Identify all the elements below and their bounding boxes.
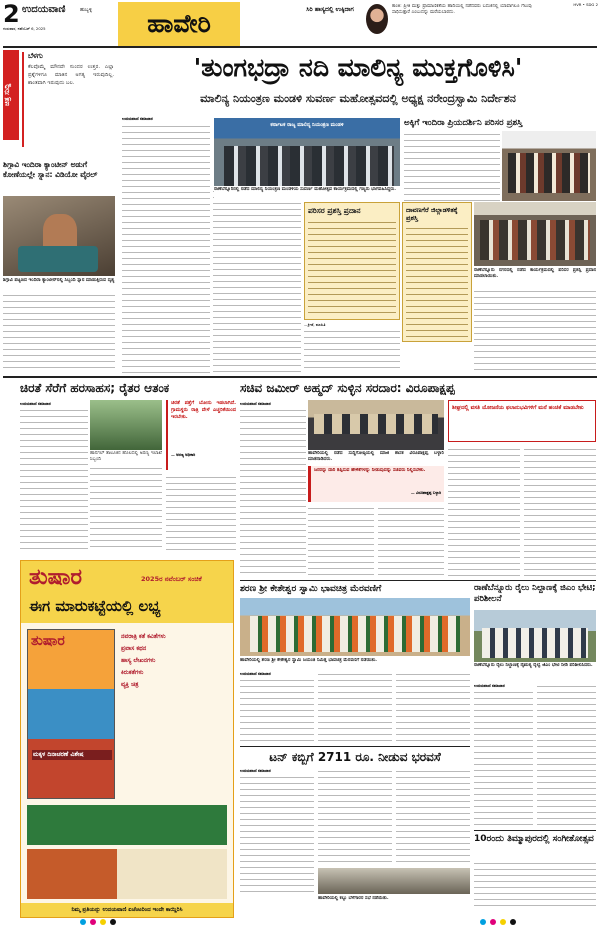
ad-bullets <box>121 631 229 799</box>
mutt-body-3 <box>396 671 470 743</box>
zameer-quote-box <box>308 466 444 502</box>
mutt-caption: ಹಾವೇರಿಯಲ್ಲಿ ಶರಣ ಶ್ರೀ ಕೇತೇಶ್ವರ ಸ್ವಾಮಿ ಜಯಂತಿ ನಿಮಿತ್ತ ಭಾವಚಿತ್ರ ಮೆರವಣಿಗೆ ನಡೆಯಿತು. <box>240 658 378 663</box>
leopard-quote: ಚಿರತೆ ಪತ್ತೆಗೆ ಬೋನು ಇಡಲಾಗಿದೆ. ಗ್ರಾಮಸ್ಥರು ರಾತ್ರಿ ವೇಳೆ ಎಚ್ಚರಿಕೆಯಿಂದ ಇರಬೇಕು. <box>171 400 236 420</box>
brief-text: ಕೆಲವೊಮ್ಮೆ ಮೌನವೇ ಸುಂದರ ಉತ್ತರ. ಎಲ್ಲಾ ಪ್ರಶ್ನೆಗಳಿಗೂ ಮಾತಿನ ಅಗತ್ಯ ಇರುವುದಿಲ್ಲ. ಶಾಂತವಾಗಿ ಇರುವುದು ಬಲ. <box>28 64 114 86</box>
sugarcane-photo <box>318 868 470 894</box>
mutt-headline: ಶರಣ ಶ್ರೀ ಕೇತೇಶ್ವರ ಸ್ವಾಮಿ ಭಾವಚಿತ್ರ ಮೆರವಣಿಗೆ <box>240 584 382 594</box>
brief-box <box>22 52 114 147</box>
right-body-1 <box>404 131 500 201</box>
mid-signoff: —ಕ್ರೀಡೆ, ಮಾಹಿತಿ <box>304 322 326 327</box>
lead-byline: ಉದಯವಾಣಿ ಸಮಾಚಾರ <box>122 116 153 121</box>
divider-2 <box>240 580 596 581</box>
quote-label: ಸಿರಿ ಹಾಸ್ಯದಲ್ಲಿ ಉಕ್ಕಿದಾಗ <box>306 6 354 13</box>
zameer-body-4 <box>448 446 520 577</box>
zameer-caption: ಹಾವೇರಿಯಲ್ಲಿ ನಡೆದ ಸುದ್ದಿಗೋಷ್ಠಿಯಲ್ಲಿ ಮಾಜಿ ಶಾಸಕ ವಿರೂಪಾಕ್ಷಪ್ಪ ಬಳ್ಳಾರಿ ಮಾತನಾಡಿದರು. <box>308 451 444 462</box>
lead-body-col2 <box>213 188 301 373</box>
zameer-body-5 <box>524 446 596 577</box>
zameer-body-2 <box>308 505 374 577</box>
author-avatar <box>366 4 388 34</box>
side-tag: ಚಿತ್ರ ಸುದ್ದಿ <box>3 50 19 140</box>
sugarcane-body-1 <box>240 774 314 894</box>
leopard-quote-box <box>166 400 236 470</box>
sugarcane-body-3 <box>396 768 470 866</box>
date-line: ಗುರುವಾರ, ನವೆಂಬರ್ 6, 2025 <box>3 26 46 31</box>
print-marks <box>0 916 600 928</box>
lead-body-col1 <box>122 123 210 373</box>
canteen-body <box>3 292 115 372</box>
zameer-side-text: ಶೀಘ್ರದಲ್ಲಿ ವಸತಿ ಯೋಜನೆಯ ಫಲಾನುಭವಿಗಳಿಗೆ ಮನೆ ಹಂಚಿಕೆ ಮಾಡಬೇಕು <box>452 405 584 411</box>
rail-caption: ರಾಣೆಬೆನ್ನೂರು ರೈಲು ನಿಲ್ದಾಣಕ್ಕೆ ನೈಋತ್ಯ ರೈಲ್ವೆ ಜಿಎಂ ಭೇಟಿ ನೀಡಿ ಪರಿಶೀಲಿಸಿದರು. <box>474 663 593 668</box>
page-number: 2 <box>3 0 20 28</box>
sugarcane-body-2 <box>318 768 392 866</box>
mutt-body-2 <box>318 671 392 743</box>
page-code: HVR • SDG 2 <box>573 2 598 7</box>
rail-body-1 <box>474 689 533 827</box>
zameer-quote-author: — ವಿರೂಪಾಕ್ಷಪ್ಪ ಬಳ್ಳಾರಿ <box>410 490 441 495</box>
district-name: ಹಾವೇರಿ <box>147 9 211 38</box>
ad-bullet: ಹಾಸ್ಯ ಲೇಖನಗಳು <box>121 657 156 664</box>
zameer-quote: ಜನರನ್ನು ದಾರಿ ತಪ್ಪಿಸುವ ಹೇಳಿಕೆಗಳನ್ನು ನೀಡುವುದನ್ನು ಸಚಿವರು ನಿಲ್ಲಿಸಬೇಕು. <box>314 468 426 473</box>
zameer-headline: ಸಚಿವ ಜಮೀರ್ ಅಹ್ಮದ್ ಸುಳ್ಳಿನ ಸರದಾರ: ವಿರೂಪಾಕ್ಷಪ್ಪ <box>240 381 455 395</box>
ad-cover-title: ತುಷಾರ <box>31 633 65 649</box>
quote-text: ಕಾಂತಿ: ಪ್ರೀತಿ ಮತ್ತು ಪ್ರಾಮಾಣಿಕತೆಯ ಹಾದಿಯಲ್ಲಿ ನಡೆದವರು ಬದುಕಿನಲ್ಲಿ ಯಾವಾಗಲೂ ಗೆಲುವು ಸಾಧಿಸುತ್ತಾರೆ ಎಂಬುದನ್ನು ಮರೆಯಬಾರದು. <box>392 4 532 15</box>
lead-headline: 'ತುಂಗಭದ್ರಾ ನದಿ ಮಾಲಿನ್ಯ ಮುಕ್ತಗೊಳಿಸಿ' <box>193 53 523 82</box>
canteen-caption: ಶಿಗ್ಗಾವಿ ಪಟ್ಟಣದ ಇಂದಿರಾ ಕ್ಯಾಂಟೀನ್‌ನಲ್ಲಿ ಸಿಬ್ಬಂದಿ ಸ್ನಾನ ಮಾಡುತ್ತಿರುವ ದೃಶ್ಯ <box>3 278 115 283</box>
ad-bullet: ಕಿರುಕತೆಗಳು <box>121 669 144 676</box>
paper-name: ಉದಯವಾಣಿ <box>22 4 66 15</box>
zameer-byline: ಉದಯವಾಣಿ ಸಮಾಚಾರ <box>240 401 271 406</box>
right-body-2 <box>474 288 596 373</box>
leopard-headline: ಚಿರತೆ ಸೆರೆಗೆ ಹರಸಾಹಸ; ರೈತರ ಆತಂಕ <box>20 381 170 395</box>
sugarcane-headline: ಟನ್ ಕಬ್ಬಿಗೆ 2711 ರೂ. ನೀಡುವ ಭರವಸೆ <box>269 750 441 764</box>
mid-body <box>304 328 400 373</box>
ad-issue: 2025ರ ನವೆಂಬರ್ ಸಂಚಿಕೆ <box>141 575 202 583</box>
ad-tagline: ಈಗ ಮಾರುಕಟ್ಟೆಯಲ್ಲಿ ಲಭ್ಯ <box>29 597 161 615</box>
mutt-byline: ಉದಯವಾಣಿ ಸಮಾಚಾರ <box>240 671 271 676</box>
leopard-caption: ಹಾನಗಲ್ ತಾಲೂಕಿನ ಹೊಲದಲ್ಲಿ ಅರಣ್ಯ ಇಲಾಖೆ ಸಿಬ್ಬಂದಿ <box>90 451 162 462</box>
ad-cover-sub: ಮಕ್ಕಳ ದಿನಾಚರಣೆ ವಿಶೇಷ <box>32 750 112 760</box>
left-story-headline: ಶಿಗ್ಗಾವಿ ಇಂದಿರಾ ಕ್ಯಾಂಟೀನ್ ಅಡುಗೆ ಕೋಣೆಯಲ್ಲೇ ಸ್ನಾನ: ವಿಡಿಯೋ ವೈರಲ್ <box>3 160 98 179</box>
ad-bullet: ವ್ಯಕ್ತಿ ಚಿತ್ರ <box>121 681 139 688</box>
divider-4 <box>474 830 596 831</box>
lead-banner-text: ಕರ್ನಾಟಕ ರಾಜ್ಯ ಮಾಲಿನ್ಯ ನಿಯಂತ್ರಣ ಮಂಡಳಿ <box>270 122 344 128</box>
masthead-rule <box>3 46 597 48</box>
mutt-body-1 <box>240 677 314 743</box>
brief-title: ಬೆಳಗು <box>28 52 43 60</box>
award-box <box>304 202 400 320</box>
zameer-side-box <box>448 400 596 442</box>
divider-1 <box>3 376 597 378</box>
right-photo-caption: ರಾಣೆಬೆನ್ನೂರು ನಗರದಲ್ಲಿ ನಡೆದ ಕಾರ್ಯಕ್ರಮದಲ್ಲಿ ಪರಿಸರ ಪ್ರಶಸ್ತಿ ಪ್ರದಾನ ಮಾಡಲಾಯಿತು. <box>474 268 596 279</box>
leopard-quote-author: — ಅರಣ್ಯ ಅಧಿಕಾರಿ <box>171 452 196 457</box>
zameer-photo <box>308 400 444 450</box>
rail-photo <box>474 610 596 662</box>
leopard-body-1 <box>20 407 88 552</box>
ad-bullet: ಪ್ರವಾಸ ಕಥನ <box>121 645 147 652</box>
right-photo <box>502 131 596 201</box>
award-box-title: ಪರಿಸರ ಪ್ರಶಸ್ತಿ ಪ್ರದಾನ <box>308 206 361 215</box>
tushara-ad <box>20 560 234 918</box>
mutt-photo <box>240 598 470 656</box>
rail-body-2 <box>537 683 596 827</box>
district-banner <box>118 2 240 46</box>
sugarcane-caption: ಹಾವೇರಿಯಲ್ಲಿ ಕಬ್ಬು ಬೆಳೆಗಾರರ ಸಭೆ ನಡೆಯಿತು. <box>318 896 389 901</box>
divider-3 <box>240 746 470 747</box>
canteen-photo <box>3 196 115 276</box>
ad-bullet: ನವರಾತ್ರಿ ಕತೆ ಕವಿತೆಗಳು <box>121 633 166 640</box>
leopard-byline: ಉದಯವಾಣಿ ಸಮಾಚಾರ <box>20 401 51 406</box>
lead-subhead: ಮಾಲಿನ್ಯ ನಿಯಂತ್ರಣ ಮಂಡಳಿ ಸುವರ್ಣ ಮಹೋತ್ಸವದಲ್ಲಿ ಅಧ್ಯಕ್ಷ ನರೇಂದ್ರಸ್ವಾಮಿ ನಿರ್ದೇಶನ <box>200 92 516 105</box>
rail-headline: ರಾಣೆಬೆನ್ನೂರು ರೈಲು ನಿಲ್ದಾಣಕ್ಕೆ ಜಿಎಂ ಭೇಟಿ; ಪರಿಶೀಲನೆ <box>474 583 596 604</box>
leopard-body-3 <box>166 474 236 552</box>
zameer-body-1 <box>240 407 306 577</box>
district-award-title: ದಾವಣಗೆರೆ ಜಿಲ್ಲಾಡಳಿತಕ್ಕೆ ಪ್ರಶಸ್ತಿ <box>406 206 458 222</box>
lead-photo-caption: ರಾಣೆಬೆನ್ನೂರಿನಲ್ಲಿ ನಡೆದ ಮಾಲಿನ್ಯ ನಿಯಂತ್ರಣ ಮಂಡಳಿಯ ಸುವರ್ಣ ಮಹೋತ್ಸವ ಕಾರ್ಯಕ್ರಮದಲ್ಲಿ ಗಣ್ಯರು ಭಾಗವಹಿಸಿದ್ದರು. <box>214 187 400 199</box>
sugarcane-byline: ಉದಯವಾಣಿ ಸಮಾಚಾರ <box>240 768 271 773</box>
zameer-body-3 <box>378 505 444 577</box>
festival-headline: 10ರಂದು ತಿಮ್ಮಾಪುರದಲ್ಲಿ ಸಂಗೀತೋತ್ಸವ <box>474 834 594 844</box>
right-headline: ಅಕ್ಕಿಗೆ ಇಂದಿರಾ ಪ್ರಿಯದರ್ಶಿನಿ ಪರಿಸರ ಪ್ರಶಸ್ತಿ <box>404 118 523 128</box>
lead-photo <box>214 118 400 186</box>
edition-tag: ಹುಬ್ಬಳ್ಳಿ <box>80 7 93 13</box>
ad-brand: ತುಷಾರ <box>29 565 83 590</box>
district-award-box <box>402 202 472 342</box>
ad-cover <box>27 629 115 799</box>
ad-footer: ನಿಮ್ಮ ಪ್ರತಿಯನ್ನು ಉದಯವಾಣಿ ಏಜೆಂಟರಿಂದ ಇಂದೇ ಕಾಯ್ದಿರಿಸಿ <box>21 903 233 917</box>
rail-byline: ಉದಯವಾಣಿ ಸಮಾಚಾರ <box>474 683 505 688</box>
leopard-photo <box>90 400 162 450</box>
leopard-body-2 <box>90 465 162 552</box>
festival-body <box>474 860 596 910</box>
right-photo-2 <box>474 202 596 266</box>
